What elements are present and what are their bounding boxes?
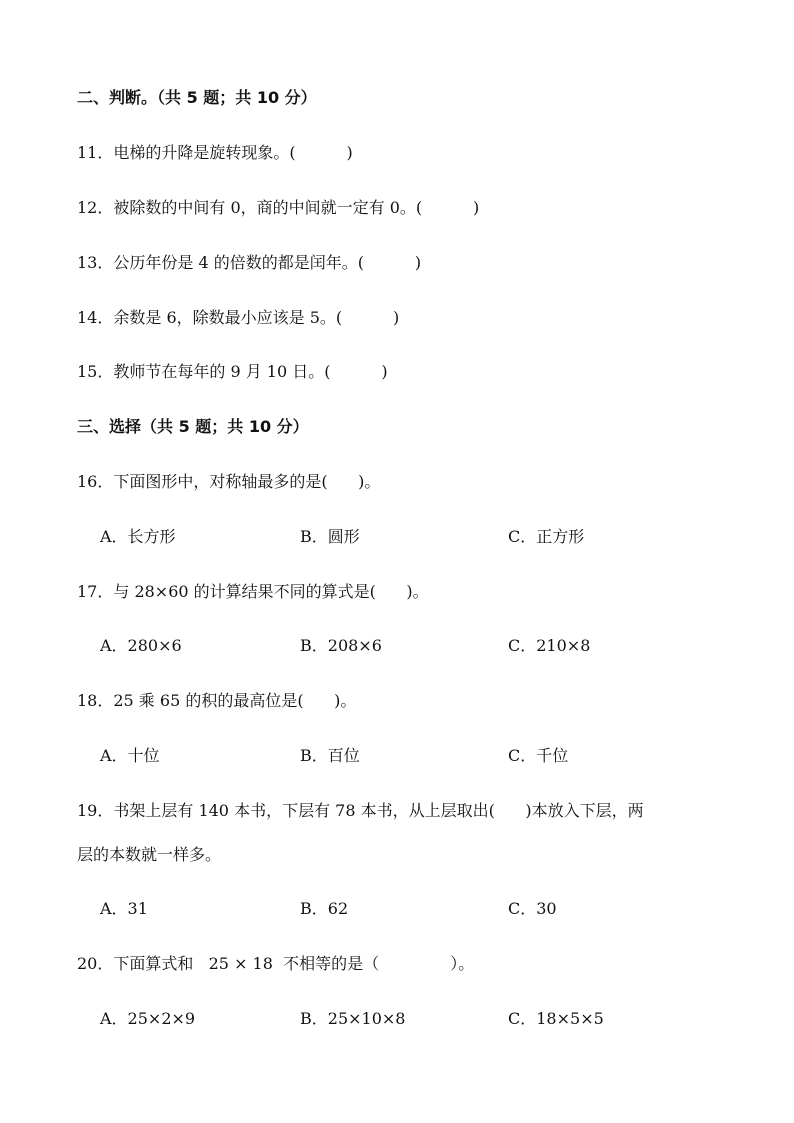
option-16-b: B．圆形 bbox=[300, 527, 360, 546]
choice-question-19-line-2: 层的本数就一样多。 bbox=[77, 845, 222, 864]
option-19-b: B．62 bbox=[300, 899, 349, 918]
choice-question-20: 20．下面算式和 25 × 18 不相等的是（ ）。 bbox=[77, 954, 475, 973]
judge-question-12: 12．被除数的中间有 0，商的中间就一定有 0。( ) bbox=[77, 198, 480, 217]
judge-question-15: 15．教师节在每年的 9 月 10 日。( ) bbox=[77, 362, 388, 381]
judge-question-13: 13．公历年份是 4 的倍数的都是闰年。( ) bbox=[77, 253, 422, 272]
option-20-a: A．25×2×9 bbox=[100, 1009, 196, 1028]
option-20-c: C．18×5×5 bbox=[508, 1009, 604, 1028]
choice-question-16: 16．下面图形中，对称轴最多的是( )。 bbox=[77, 472, 381, 491]
option-18-b: B．百位 bbox=[300, 746, 360, 765]
judge-question-11: 11．电梯的升降是旋转现象。( ) bbox=[77, 143, 353, 162]
option-19-a: A．31 bbox=[100, 899, 148, 918]
choice-question-18: 18．25 乘 65 的积的最高位是( )。 bbox=[77, 691, 357, 710]
section-heading-choice: 三、选择（共 5 题；共 10 分） bbox=[77, 417, 309, 436]
option-17-b: B．208×6 bbox=[300, 636, 382, 655]
option-17-a: A．280×6 bbox=[100, 636, 182, 655]
section-heading-judge: 二、判断。（共 5 题；共 10 分） bbox=[77, 88, 317, 107]
option-17-c: C．210×8 bbox=[508, 636, 591, 655]
judge-question-14: 14．余数是 6，除数最小应该是 5。( ) bbox=[77, 308, 400, 327]
option-19-c: C．30 bbox=[508, 899, 557, 918]
option-18-a: A．十位 bbox=[100, 746, 160, 765]
option-16-c: C．正方形 bbox=[508, 527, 585, 546]
choice-question-19-line-1: 19．书架上层有 140 本书，下层有 78 本书，从上层取出( )本放入下层，两 bbox=[77, 801, 644, 820]
option-20-b: B．25×10×8 bbox=[300, 1009, 406, 1028]
option-16-a: A．长方形 bbox=[100, 527, 176, 546]
choice-question-17: 17．与 28×60 的计算结果不同的算式是( )。 bbox=[77, 582, 429, 601]
option-18-c: C．千位 bbox=[508, 746, 569, 765]
